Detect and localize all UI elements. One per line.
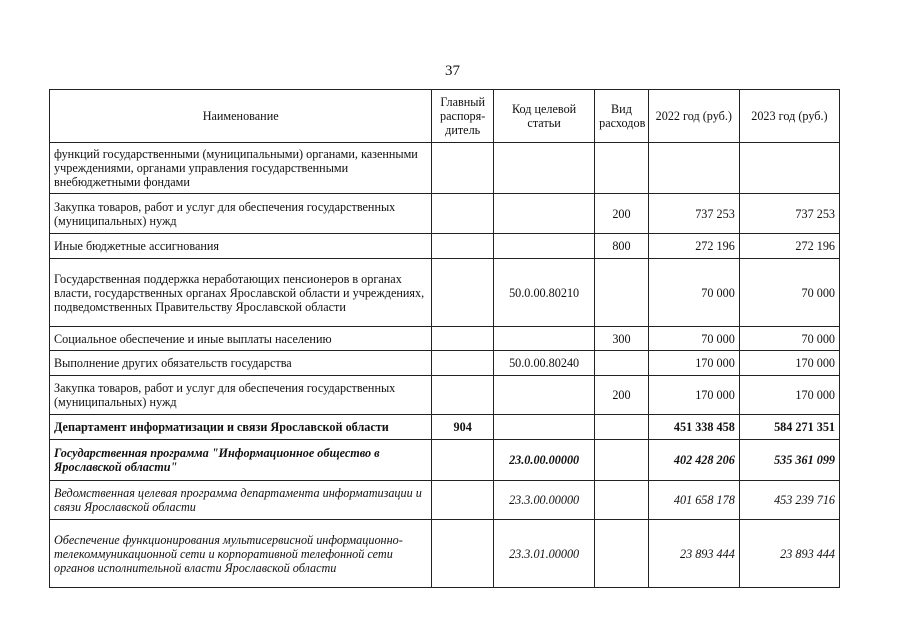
row-code: 23.3.00.00000 (494, 481, 595, 520)
row-code: 23.3.01.00000 (494, 520, 595, 588)
row-2022: 272 196 (648, 234, 739, 259)
row-manager (432, 520, 494, 588)
table-row (50, 440, 840, 481)
table-row (50, 351, 840, 376)
row-2022: 170 000 (648, 376, 739, 415)
row-type: 200 (595, 376, 649, 415)
row-manager (432, 327, 494, 351)
row-manager (432, 234, 494, 259)
row-2023: 584 271 351 (739, 415, 839, 440)
header-2022: 2022 год (руб.) (648, 90, 739, 143)
table-row (50, 481, 840, 520)
row-2023: 453 239 716 (739, 481, 839, 520)
row-2022: 737 253 (648, 194, 739, 234)
row-type (595, 520, 649, 588)
row-manager (432, 194, 494, 234)
row-name: функций государственными (муниципальными) органами, казенными учреждениями, органами управления государственными внебюджетными фондами (50, 143, 432, 194)
row-name: Ведомственная целевая программа департамента информатизации и связи Ярославской области (50, 481, 432, 520)
row-manager: 904 (432, 415, 494, 440)
row-2023: 170 000 (739, 351, 839, 376)
row-name: Иные бюджетные ассигнования (50, 234, 432, 259)
row-name: Обеспечение функционирования мультисервисной информационно-телекоммуникационной сети и корпоративной телефонной сети органов исполнительной власти Ярославской области (50, 520, 432, 588)
row-2023: 70 000 (739, 259, 839, 327)
row-2022: 451 338 458 (648, 415, 739, 440)
header-manager: Главный распоря-дитель (432, 90, 494, 143)
row-code: 50.0.00.80240 (494, 351, 595, 376)
row-2022: 23 893 444 (648, 520, 739, 588)
row-code (494, 415, 595, 440)
table-row (50, 259, 840, 327)
row-code: 23.0.00.00000 (494, 440, 595, 481)
row-code (494, 234, 595, 259)
row-name: Департамент информатизации и связи Ярославской области (50, 415, 432, 440)
table-row (50, 194, 840, 234)
page-number: 37 (445, 63, 460, 79)
row-manager (432, 376, 494, 415)
row-2022: 401 658 178 (648, 481, 739, 520)
row-type: 800 (595, 234, 649, 259)
row-2023 (739, 143, 839, 194)
row-manager (432, 440, 494, 481)
row-2023: 170 000 (739, 376, 839, 415)
row-name: Государственная программа "Информационное общество в Ярославской области" (50, 440, 432, 481)
row-code (494, 143, 595, 194)
table-row (50, 234, 840, 259)
row-2023: 737 253 (739, 194, 839, 234)
row-type: 300 (595, 327, 649, 351)
header-name: Наименование (50, 90, 432, 143)
row-2022: 402 428 206 (648, 440, 739, 481)
row-name: Закупка товаров, работ и услуг для обеспечения государственных (муниципальных) нужд (50, 194, 432, 234)
row-2023: 272 196 (739, 234, 839, 259)
row-code (494, 327, 595, 351)
row-manager (432, 481, 494, 520)
row-2023: 70 000 (739, 327, 839, 351)
table-row (50, 143, 840, 194)
row-code: 50.0.00.80210 (494, 259, 595, 327)
row-type (595, 481, 649, 520)
row-2022: 70 000 (648, 259, 739, 327)
row-manager (432, 351, 494, 376)
row-2023: 23 893 444 (739, 520, 839, 588)
row-2023: 535 361 099 (739, 440, 839, 481)
table-row (50, 415, 840, 440)
table-row (50, 327, 840, 351)
header-type: Вид расходов (595, 90, 649, 143)
row-manager (432, 259, 494, 327)
row-name: Закупка товаров, работ и услуг для обеспечения государственных (муниципальных) нужд (50, 376, 432, 415)
budget-table (49, 89, 840, 588)
row-name: Выполнение других обязательств государства (50, 351, 432, 376)
header-code: Код целевой статьи (494, 90, 595, 143)
row-manager (432, 143, 494, 194)
row-type (595, 351, 649, 376)
row-2022 (648, 143, 739, 194)
row-type (595, 143, 649, 194)
row-type (595, 440, 649, 481)
row-code (494, 376, 595, 415)
header-2023: 2023 год (руб.) (739, 90, 839, 143)
table-row (50, 520, 840, 588)
row-type: 200 (595, 194, 649, 234)
table-row (50, 376, 840, 415)
row-2022: 70 000 (648, 327, 739, 351)
row-type (595, 259, 649, 327)
row-code (494, 194, 595, 234)
row-2022: 170 000 (648, 351, 739, 376)
table-header-row (50, 90, 840, 143)
row-name: Государственная поддержка неработающих пенсионеров в органах власти, государственных органах Ярославской области и учреждениях, подведомственных Правительству Ярославской области (50, 259, 432, 327)
row-name: Социальное обеспечение и иные выплаты населению (50, 327, 432, 351)
row-type (595, 415, 649, 440)
